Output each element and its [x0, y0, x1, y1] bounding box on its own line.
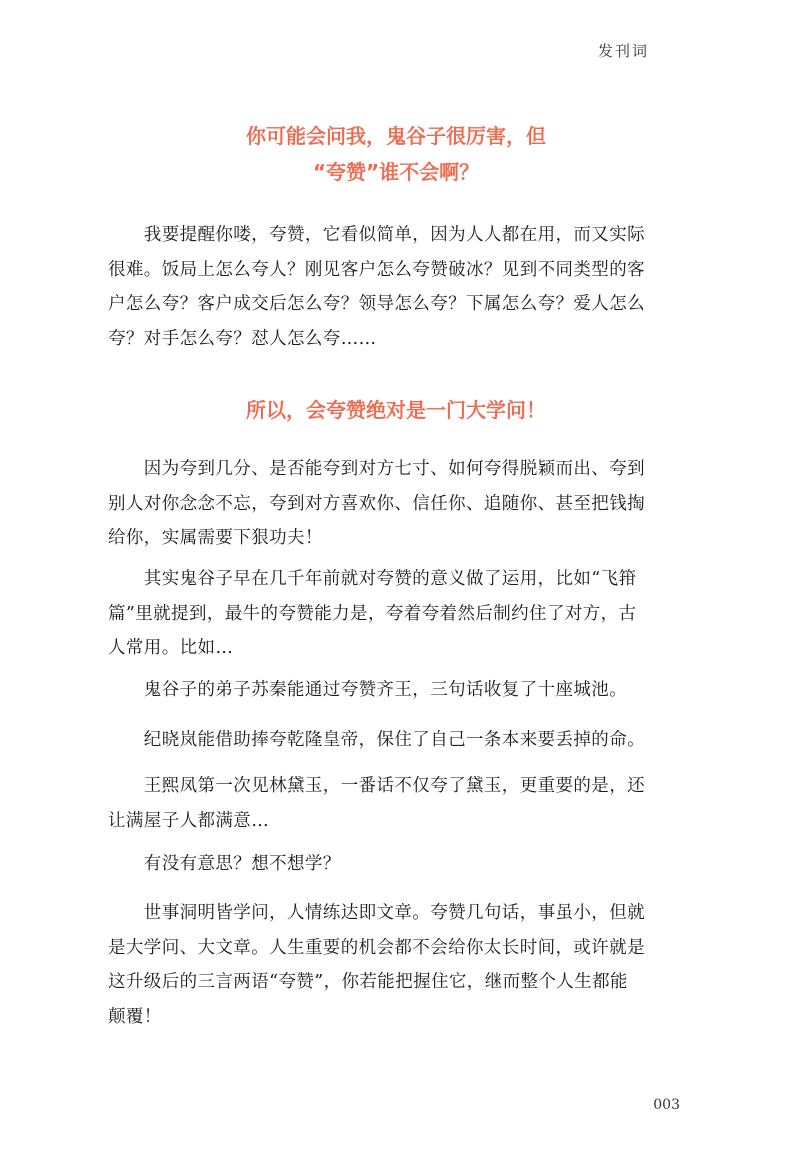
paragraph-line: 我要提醒你喽，夸赞，它看似简单，因为人人都在用，而又实际: [108, 225, 645, 245]
paragraph-6: [108, 769, 668, 838]
paragraph-5: [108, 723, 668, 758]
section-heading-2: 所以，会夸赞绝对是一门大学问！: [246, 398, 546, 422]
paragraph-line: 人常用。比如…: [108, 638, 234, 658]
paragraph-1: [108, 218, 668, 356]
paragraph-line: 其实鬼谷子早在几千年前就对夸赞的意义做了运用，比如“飞箝: [108, 569, 637, 589]
paragraph-line: 给你，实属需要下狠功夫！: [108, 528, 323, 548]
heading-1-line-2: “夸赞”谁不会啊？: [312, 160, 480, 184]
paragraph-line: 很难。饭局上怎么夸人？刚见客户怎么夸赞破冰？见到不同类型的客: [108, 259, 645, 280]
page-number: 003: [653, 1097, 680, 1113]
paragraph-line: 让满屋子人都满意…: [108, 810, 270, 831]
paragraph-line: 有没有意思？想不想学？: [108, 854, 341, 874]
paragraph-2: [108, 452, 668, 556]
paragraph-line: 颠覆！: [108, 1006, 162, 1027]
paragraph-line: 这升级后的三言两语“夸赞”，你若能把握住它，继而整个人生都能: [108, 972, 628, 992]
heading-1-line-1: 你可能会问我，鬼谷子很厉害，但: [246, 124, 546, 148]
section-heading-1: [0, 118, 792, 190]
paragraph-7: [108, 847, 668, 882]
paragraph-line: 是大学问、大文章。人生重要的机会都不会给你太长时间，或许就是: [108, 937, 645, 958]
paragraph-line: 因为夸到几分、是否能夸到对方七寸、如何夸得脱颖而出、夸到: [108, 459, 645, 479]
paragraph-line: 世事洞明皆学问，人情练达即文章。夸赞几句话，事虽小，但就: [108, 903, 645, 923]
paragraph-line: 王熙凤第一次见林黛玉，一番话不仅夸了黛玉，更重要的是，还: [108, 776, 645, 796]
paragraph-line: 夸？对手怎么夸？怼人怎么夸……: [108, 328, 377, 349]
paragraph-line: 别人对你念念不忘，夸到对方喜欢你、信任你、追随你、甚至把钱掏: [108, 493, 645, 514]
paragraph-8: [108, 896, 668, 1034]
paragraph-4: [108, 673, 668, 708]
paragraph-line: 篇”里就提到，最牛的夸赞能力是，夸着夸着然后制约住了对方，古: [108, 603, 637, 624]
paragraph-line: 鬼谷子的弟子苏秦能通过夸赞齐王，三句话收复了十座城池。: [108, 680, 628, 700]
running-head: 发刊词: [597, 42, 649, 60]
paragraph-line: 纪晓岚能借助捧夸乾隆皇帝，保住了自己一条本来要丢掉的命。: [108, 730, 645, 750]
paragraph-line: 户怎么夸？客户成交后怎么夸？领导怎么夸？下属怎么夸？爱人怎么: [108, 294, 645, 314]
paragraph-3: [108, 562, 668, 666]
